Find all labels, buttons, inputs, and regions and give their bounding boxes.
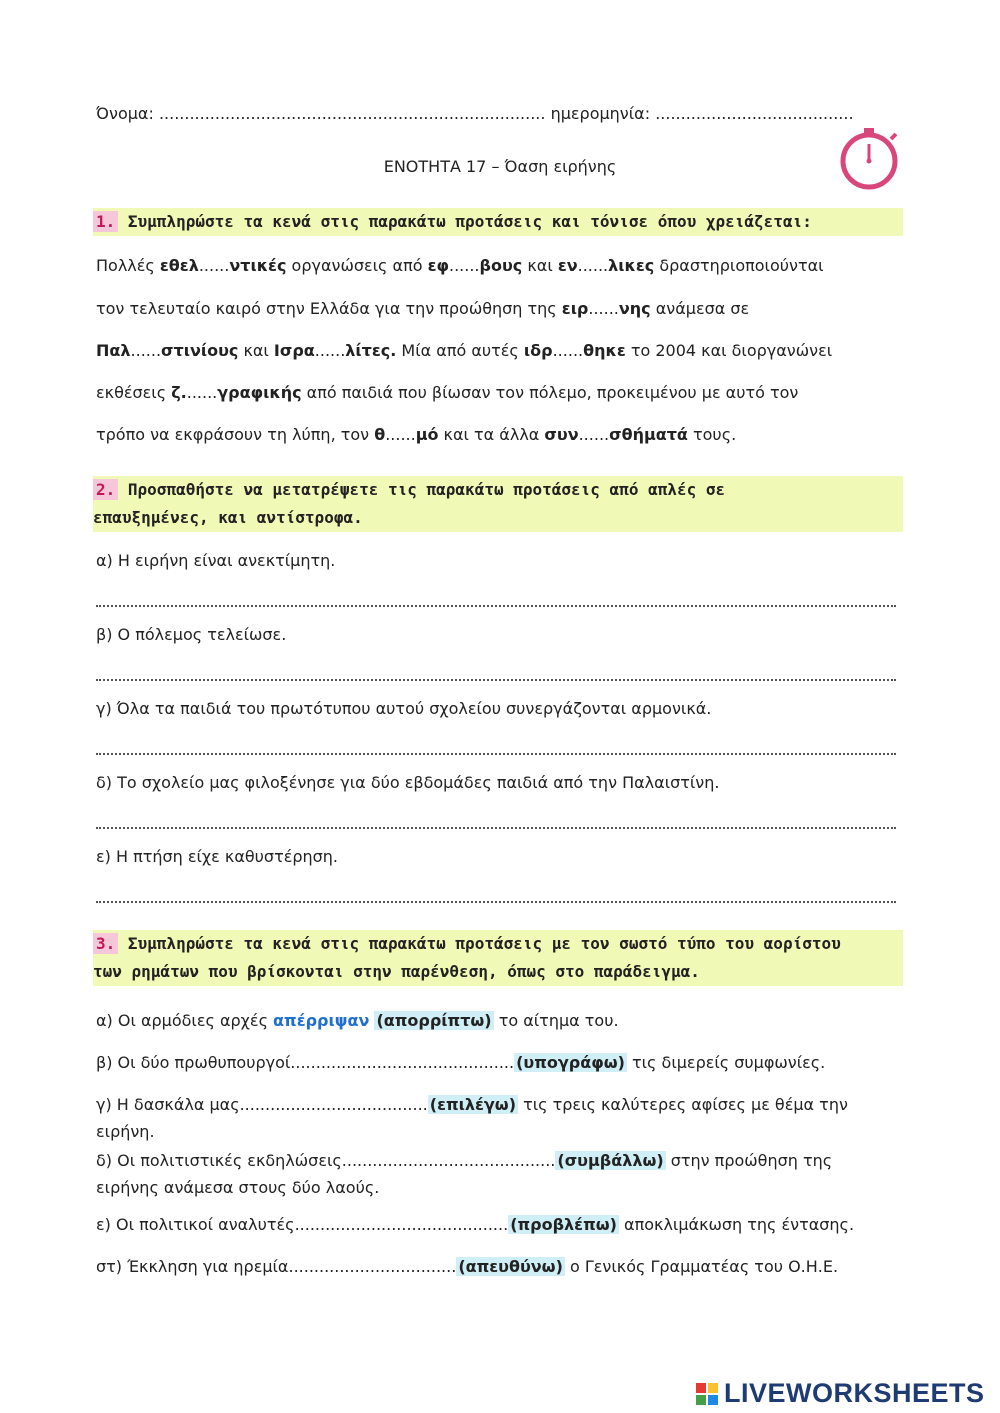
q3-item-e-verb: (προβλέπω) bbox=[510, 1215, 617, 1234]
text-run: Μία από αυτές bbox=[396, 341, 524, 360]
word-fragment: εν bbox=[557, 256, 578, 275]
name-field[interactable]: ............................................................................ bbox=[158, 104, 546, 123]
word-fragment: βους bbox=[479, 256, 523, 275]
q2-number: 2. bbox=[93, 479, 118, 500]
q3-item-e-text: ε) Οι πολιτικοί αναλυτές.......................................... bbox=[96, 1215, 509, 1234]
q3-example-text: α) Οι αρμόδιες αρχές bbox=[96, 1011, 274, 1030]
q2-heading bbox=[93, 476, 903, 532]
word-fragment: μό bbox=[415, 425, 439, 444]
q3-example-answer: απέρριψαν bbox=[273, 1011, 370, 1030]
q2-item-b: β) Ο πόλεμος τελείωσε. bbox=[96, 625, 287, 644]
q3-item-c-rest: τις τρεις καλύτερες αφίσες με θέμα την bbox=[518, 1095, 848, 1114]
blank-gap[interactable]: ...... bbox=[186, 383, 218, 402]
text-run: εκθέσεις bbox=[96, 383, 172, 402]
word-fragment: εθελ bbox=[159, 256, 199, 275]
q1-line bbox=[96, 425, 736, 444]
q2-answer-line-a[interactable] bbox=[96, 603, 896, 607]
stopwatch-icon bbox=[833, 126, 905, 190]
blank-gap[interactable]: ...... bbox=[385, 425, 416, 444]
text-run: το 2004 και διοργανώνει bbox=[625, 341, 833, 360]
q3-item-f-text: στ) Έκκληση για ηρεμία................................. bbox=[96, 1257, 457, 1276]
word-fragment: στινίους bbox=[161, 341, 239, 360]
q1-line bbox=[96, 256, 824, 275]
q3-item-d-rest: στην προώθηση της bbox=[665, 1151, 833, 1170]
text-run: και bbox=[238, 341, 274, 360]
q2-item-c: γ) Όλα τα παιδιά του πρωτότυπου αυτού σχολείου συνεργάζονται αρμονικά. bbox=[96, 699, 712, 718]
q3-item-c-cont: ειρήνη. bbox=[96, 1122, 155, 1141]
word-fragment: νης bbox=[618, 299, 651, 318]
q3-item-b-verb: (υπογράφω) bbox=[516, 1053, 625, 1072]
word-fragment: ντικές bbox=[229, 256, 287, 275]
q1-line bbox=[96, 383, 798, 402]
text-run: τρόπο να εκφράσουν τη λύπη, τον bbox=[96, 425, 375, 444]
word-fragment: Ισρα bbox=[273, 341, 315, 360]
text-run: ανάμεσα σε bbox=[650, 299, 750, 318]
q3-item-c[interactable] bbox=[96, 1095, 848, 1114]
liveworksheets-logo bbox=[696, 1378, 985, 1409]
text-run: οργανώσεις από bbox=[286, 256, 428, 275]
q2-answer-line-c[interactable] bbox=[96, 751, 896, 755]
word-fragment: Παλ bbox=[96, 341, 131, 360]
word-fragment: ιδρ bbox=[523, 341, 553, 360]
q3-heading-line1: Συμπληρώστε τα κενά στις παρακάτω προτάσεις με τον σωστό τύπο του αορίστου bbox=[127, 934, 841, 953]
q2-item-e: ε) Η πτήση είχε καθυστέρηση. bbox=[96, 847, 339, 866]
word-fragment: λίτες. bbox=[345, 341, 397, 360]
text-run: και τα άλλα bbox=[438, 425, 545, 444]
word-fragment: θηκε bbox=[583, 341, 626, 360]
blank-gap[interactable]: ...... bbox=[577, 256, 609, 275]
q3-item-c-text: γ) Η δασκάλα μας..................................... bbox=[96, 1095, 428, 1114]
q1-line bbox=[96, 299, 749, 318]
date-field[interactable]: ....................................... bbox=[655, 104, 854, 123]
blank-gap[interactable]: ...... bbox=[130, 341, 162, 360]
q3-item-f[interactable] bbox=[96, 1257, 838, 1276]
word-fragment: εφ bbox=[427, 256, 449, 275]
q3-number: 3. bbox=[93, 933, 118, 954]
blank-gap[interactable]: ...... bbox=[198, 256, 230, 275]
q2-answer-line-b[interactable] bbox=[96, 677, 896, 681]
q3-item-d-cont: ειρήνης ανάμεσα στους δύο λαούς. bbox=[96, 1178, 380, 1197]
q3-example-verb: (απορρίπτω) bbox=[376, 1011, 492, 1030]
word-fragment: γραφικής bbox=[217, 383, 302, 402]
q3-item-b-rest: τις διμερείς συμφωνίες. bbox=[626, 1053, 826, 1072]
word-fragment: λικες bbox=[608, 256, 655, 275]
q3-heading bbox=[93, 930, 903, 986]
q3-heading-line2: των ρημάτων που βρίσκονται στην παρένθεση, όπως στο παράδειγμα. bbox=[93, 962, 700, 981]
q3-item-b[interactable] bbox=[96, 1053, 825, 1072]
q3-item-b-text: β) Οι δύο πρωθυπουργοί............................................ bbox=[96, 1053, 515, 1072]
q3-item-e[interactable] bbox=[96, 1215, 854, 1234]
q1-heading-text: Συμπληρώστε τα κενά στις παρακάτω προτάσεις και τόνισε όπου χρειάζεται: bbox=[127, 212, 812, 231]
q3-item-e-rest: αποκλιμάκωση της έντασης. bbox=[618, 1215, 855, 1234]
logo-text: LIVEWORKSHEETS bbox=[724, 1378, 985, 1408]
word-fragment: θ bbox=[374, 425, 386, 444]
q2-item-a: α) Η ειρήνη είναι ανεκτίμητη. bbox=[96, 551, 336, 570]
q1-line bbox=[96, 341, 832, 360]
name-date-line bbox=[96, 104, 854, 123]
q2-heading-line2: επαυξημένες, και αντίστροφα. bbox=[93, 508, 363, 527]
text-run: και bbox=[522, 256, 558, 275]
name-label: Όνομα: bbox=[96, 104, 154, 123]
blank-gap[interactable]: ...... bbox=[449, 256, 480, 275]
page-title: ΕΝΟΤΗΤΑ 17 – Όαση ειρήνης bbox=[383, 157, 617, 176]
text-run: Πολλές bbox=[96, 256, 160, 275]
q1-number: 1. bbox=[93, 211, 118, 232]
q3-item-f-rest: ο Γενικός Γραμματέας του Ο.Η.Ε. bbox=[564, 1257, 839, 1276]
q3-example-rest: το αίτημα του. bbox=[493, 1011, 619, 1030]
q2-answer-line-d[interactable] bbox=[96, 825, 896, 829]
word-fragment: ζ. bbox=[171, 383, 187, 402]
q2-item-d: δ) Το σχολείο μας φιλοξένησε για δύο εβδομάδες παιδιά από την Παλαιστίνη. bbox=[96, 773, 720, 792]
q3-item-d-verb: (συμβάλλω) bbox=[557, 1151, 664, 1170]
blank-gap[interactable]: ...... bbox=[552, 341, 584, 360]
date-label: ημερομηνία: bbox=[550, 104, 651, 123]
text-run: τον τελευταίο καιρό στην Ελλάδα για την προώθηση της bbox=[96, 299, 562, 318]
q3-item-d-text: δ) Οι πολιτιστικές εκδηλώσεις.......................................... bbox=[96, 1151, 556, 1170]
logo-grid-icon bbox=[696, 1383, 718, 1405]
blank-gap[interactable]: ...... bbox=[588, 299, 619, 318]
q2-heading-line1: Προσπαθήστε να μετατρέψετε τις παρακάτω προτάσεις από απλές σε bbox=[127, 480, 726, 499]
q3-item-c-verb: (επιλέγω) bbox=[429, 1095, 517, 1114]
word-fragment: σθήματά bbox=[609, 425, 688, 444]
text-run: τους. bbox=[687, 425, 737, 444]
text-run: από παιδιά που βίωσαν τον πόλεμο, προκειμένου με αυτό τον bbox=[301, 383, 799, 402]
word-fragment: συν bbox=[544, 425, 579, 444]
blank-gap[interactable]: ...... bbox=[578, 425, 610, 444]
q2-answer-line-e[interactable] bbox=[96, 899, 896, 903]
q1-heading bbox=[93, 208, 903, 236]
q3-item-f-verb: (απευθύνω) bbox=[458, 1257, 563, 1276]
q3-item-d[interactable] bbox=[96, 1151, 832, 1170]
q3-example bbox=[96, 1011, 619, 1030]
word-fragment: ειρ bbox=[561, 299, 589, 318]
text-run: δραστηριοποιούνται bbox=[654, 256, 824, 275]
blank-gap[interactable]: ...... bbox=[314, 341, 346, 360]
